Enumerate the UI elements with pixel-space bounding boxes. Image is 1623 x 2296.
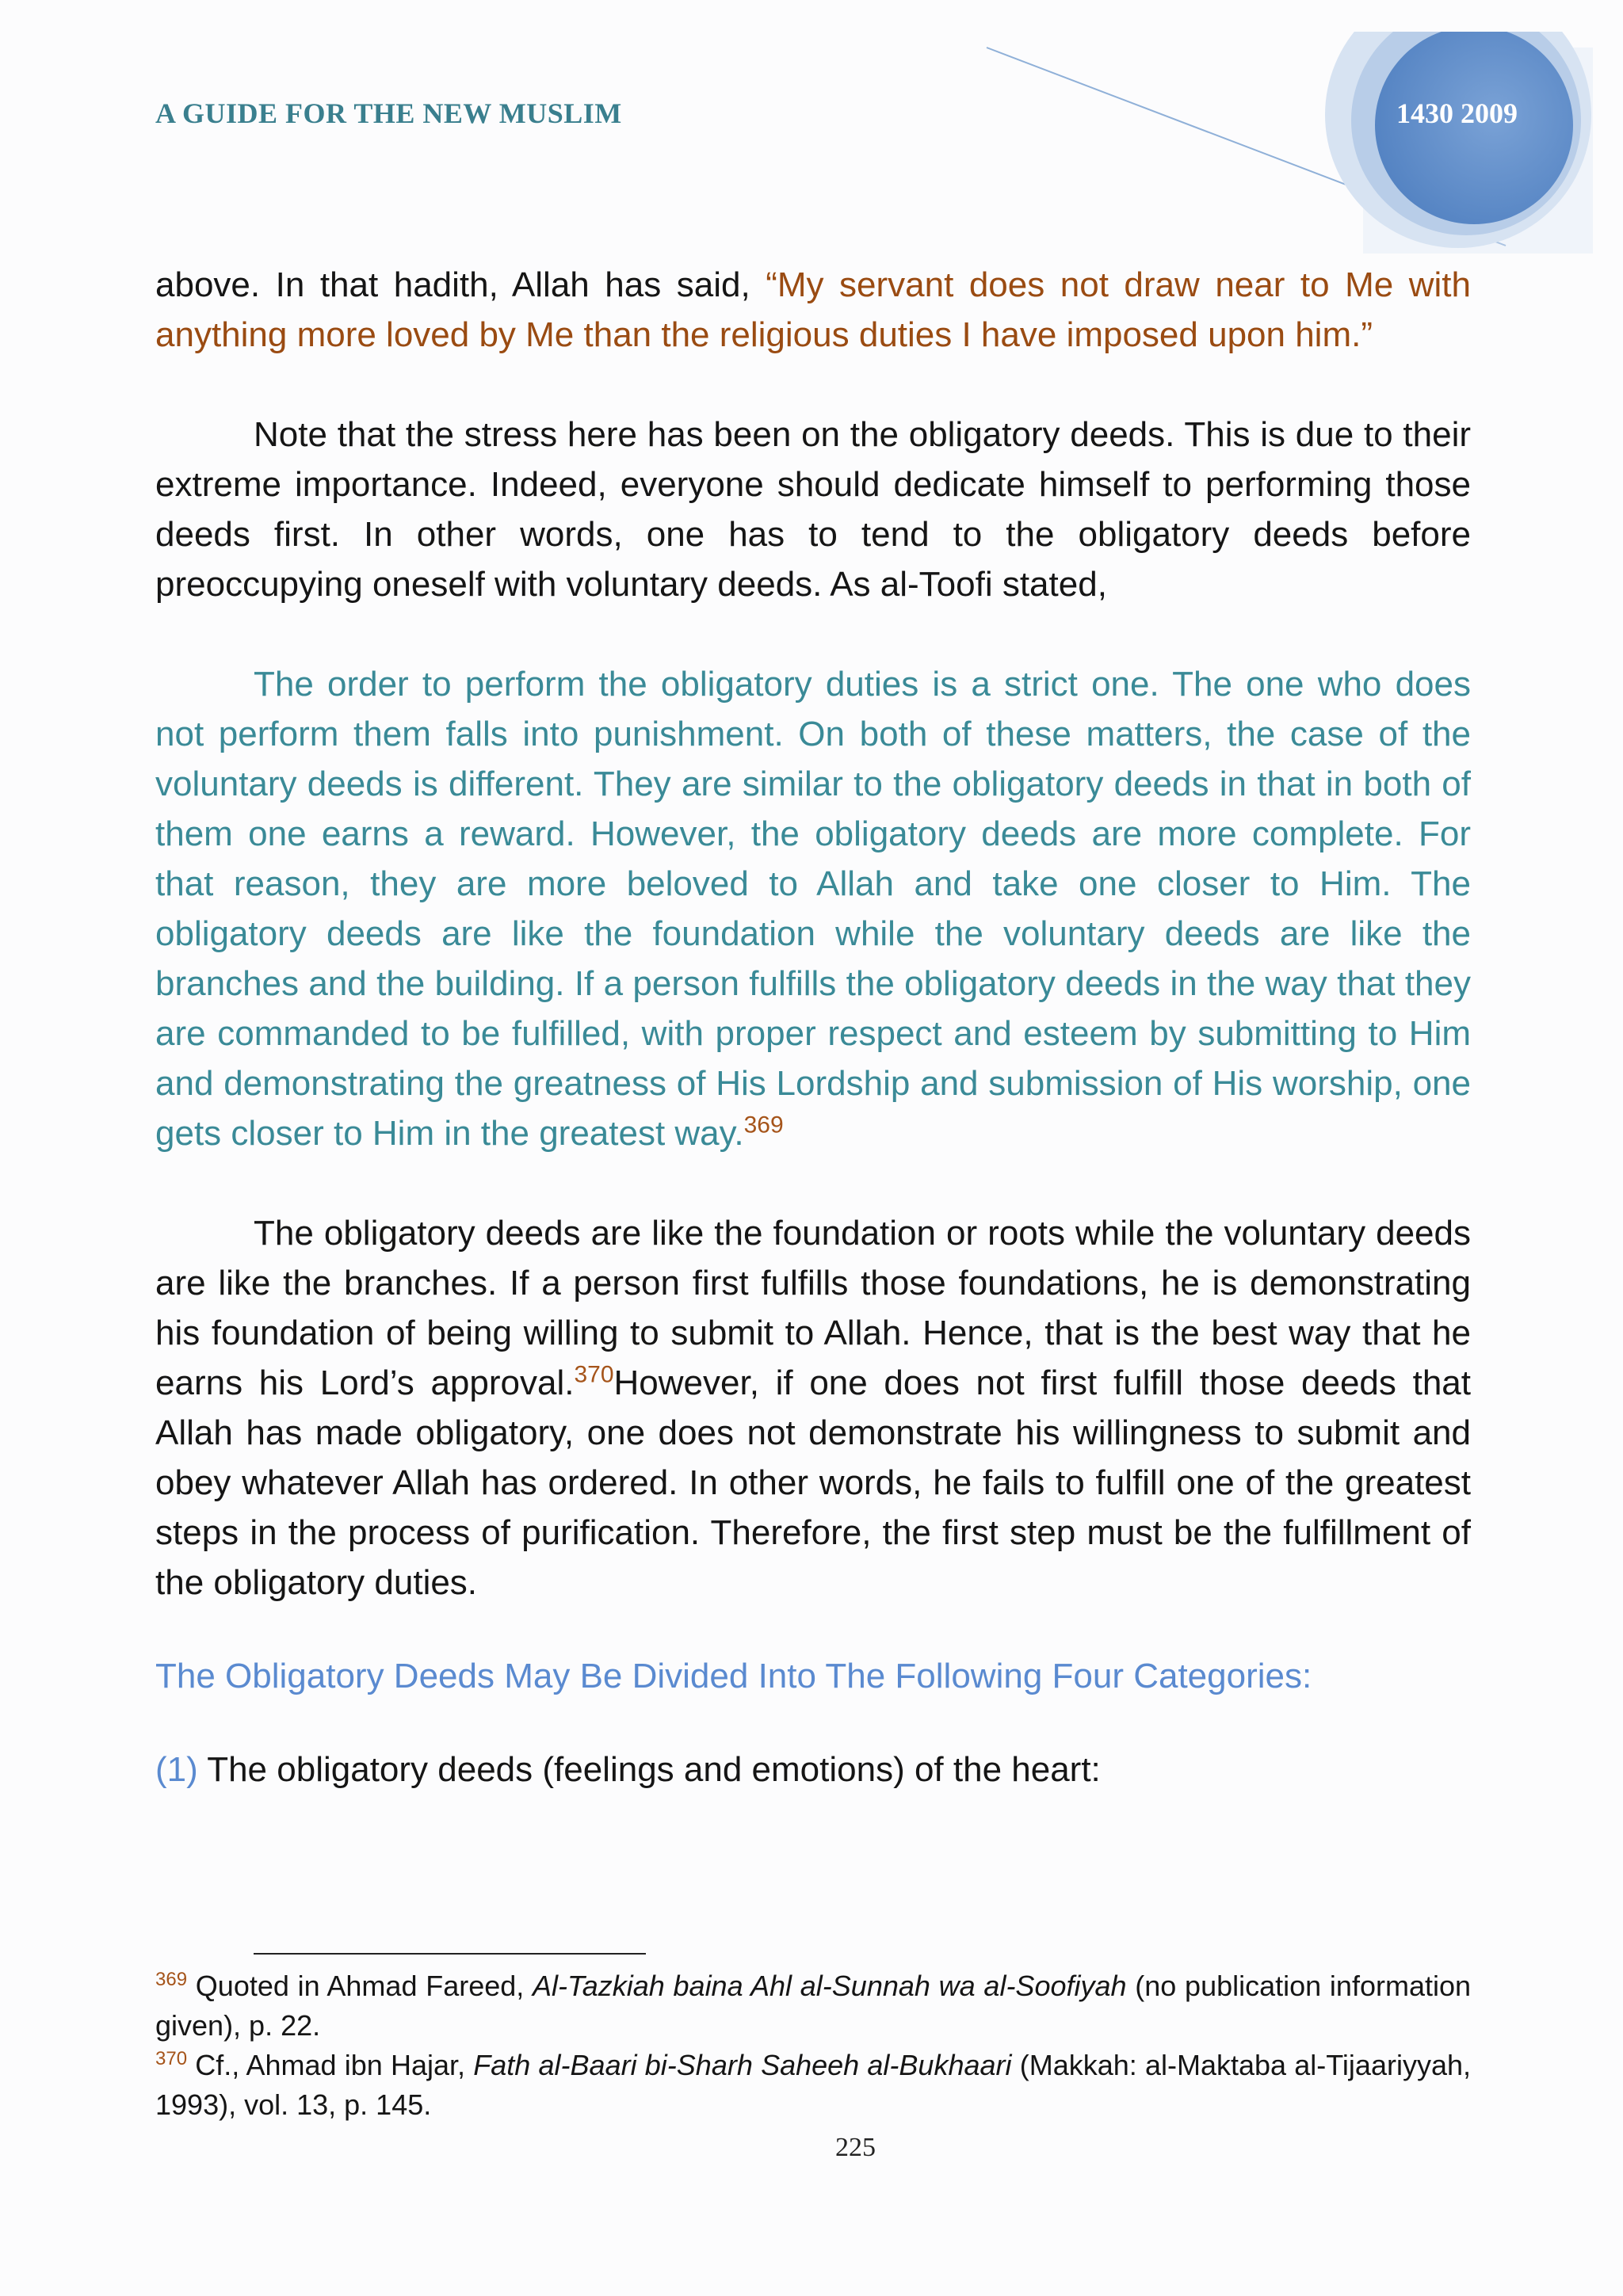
header-decoration — [951, 32, 1601, 269]
main-text — [155, 260, 1471, 1794]
footnote-suffix: (Makkah: al-Maktaba al-Tijaariyyah, 1993), vol. 13, p. 145. — [155, 2049, 1471, 2121]
footnote-ref-370[interactable]: 370 — [574, 1361, 614, 1388]
footnote-title: Al-Tazkiah baina Ahl al-Sunnah wa al-Soofiyah — [533, 1970, 1127, 2002]
paragraph-1-lead: above. In that hadith, Allah has said, — [155, 265, 766, 304]
footnote-369 — [155, 1966, 1471, 2046]
running-header-title: A GUIDE FOR THE NEW MUSLIM — [155, 97, 622, 129]
hadith-quote: “My servant does not draw near to Me with anything more loved by Me than the religious duties I have imposed upon him.” — [155, 265, 1471, 354]
block-quote-text: The order to perform the obligatory duties is a strict one. The one who does not perform them falls into punishment. On both of these matters, the case of the voluntary deeds is different. They are similar to the obligatory deeds in that in both of them one earns a reward. However, the obligatory deeds are more complete. For that reason, they are more beloved to Allah and take one closer to Him. The obligatory deeds are like the foundation while the voluntary deeds are like the branches and the building. If a person fulfills the obligatory deeds in the way that they are commanded to be fulfilled, with proper respect and esteem by submitting to Him and demonstrating the greatness of His Lordship and submission of His worship, one gets closer to Him in the greatest way. — [155, 665, 1471, 1153]
footnote-title: Fath al-Baari bi-Sharh Saheeh al-Bukhaari — [473, 2049, 1012, 2081]
paragraph-3-part-b: However, if one does not first fulfill those deeds that Allah has made obligatory, one does not demonstrate his willingness to submit and obey whatever Allah has ordered. In other words, he fails to fulfill one of the greatest steps in the process of purification. Therefore, the first step must be the fulfillment of the obligatory duties. — [155, 1363, 1471, 1602]
paragraph-1 — [155, 260, 1471, 360]
paragraph-2: Note that the stress here has been on the obligatory deeds. This is due to their extreme importance. Indeed, everyone should dedicate himself to performing those deeds first. In other words, one has to tend to the obligatory deeds before preoccupying oneself with voluntary deeds. As al-Toofi stated, — [155, 415, 1471, 604]
header-year: 1430 2009 — [1396, 97, 1518, 129]
footnote-prefix: Cf., Ahmad ibn Hajar, — [187, 2049, 474, 2081]
paragraph-3 — [155, 1208, 1471, 1608]
section-heading: The Obligatory Deeds May Be Divided Into The Following Four Categories: — [155, 1657, 1312, 1695]
block-quote — [155, 659, 1471, 1158]
footnote-suffix: (no publication information given), p. 22. — [155, 1970, 1472, 2042]
footnote-number: 370 — [155, 2048, 188, 2069]
footnote-number: 369 — [155, 1969, 188, 1990]
footnote-ref-369[interactable]: 369 — [743, 1112, 784, 1138]
page-number: 225 — [835, 2133, 876, 2162]
list-item-1-text: The obligatory deeds (feelings and emotions) of the heart: — [197, 1750, 1101, 1789]
footnote-prefix: Quoted in Ahmad Fareed, — [187, 1970, 533, 2002]
footnote-370 — [155, 2046, 1471, 2125]
list-item-1 — [155, 1745, 1471, 1794]
paragraph-3-part-a: The obligatory deeds are like the foundation or roots while the voluntary deeds are like the branches. If a person first fulfills those foundations, he is demonstrating his foundation of being willing to submit to Allah. Hence, that is the best way that he earns his Lord’s approval. — [155, 1214, 1471, 1402]
list-item-1-number: (1) — [155, 1750, 198, 1789]
footnote-separator — [254, 1953, 646, 1955]
footnotes — [155, 1966, 1471, 2125]
